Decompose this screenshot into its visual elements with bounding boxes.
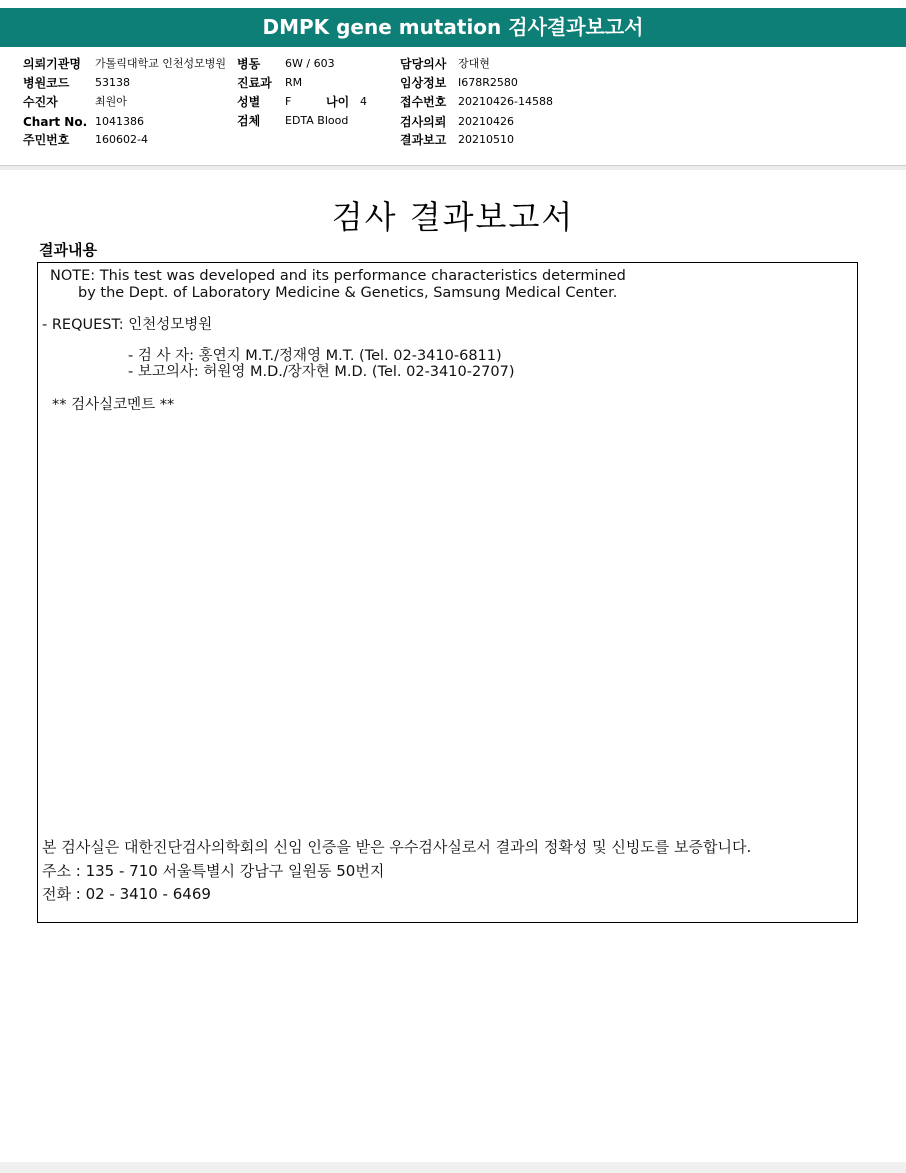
results-content-box <box>37 262 858 923</box>
age-label: 나이 <box>326 95 350 109</box>
reporter-line: - 보고의사: 허원영 M.D./장자현 M.D. (Tel. 02-3410-2707) <box>128 364 515 380</box>
results-section-label: 결과내용 <box>39 241 97 259</box>
specimen-value: EDTA Blood <box>285 114 349 127</box>
department-label: 진료과 <box>237 76 272 90</box>
clinical-info-label: 임상정보 <box>400 76 447 90</box>
sex-label: 성별 <box>237 95 261 109</box>
test-request-date-value: 20210426 <box>458 115 514 128</box>
patient-name-label: 수진자 <box>23 95 58 109</box>
report-title: 검사 결과보고서 <box>331 198 575 236</box>
result-report-date-value: 20210510 <box>458 133 514 146</box>
attending-physician-label: 담당의사 <box>400 57 447 71</box>
chart-no-value: 1041386 <box>95 115 144 128</box>
test-request-date-label: 검사의뢰 <box>400 115 447 129</box>
tester-line: - 검 사 자: 홍연지 M.T./정재영 M.T. (Tel. 02-3410-6811) <box>128 348 502 364</box>
receipt-number-label: 접수번호 <box>400 95 447 109</box>
requesting-institution-label: 의뢰기관명 <box>23 57 81 71</box>
lab-phone: 전화 : 02 - 3410 - 6469 <box>42 885 211 903</box>
certification-statement: 본 검사실은 대한진단검사의학회의 신임 인증을 받은 우수검사실로서 결과의 정확성 및 신빙도를 보증합니다. <box>42 838 752 856</box>
age-value: 4 <box>360 95 367 108</box>
resident-number-label: 주민번호 <box>23 133 70 147</box>
requesting-institution-value: 가톨릭대학교 인천성모병원 <box>95 57 227 70</box>
lab-comment-heading: ** 검사실코멘트 ** <box>52 397 175 413</box>
report-header-bar <box>0 8 906 47</box>
ward-value: 6W / 603 <box>285 57 335 70</box>
receipt-number-value: 20210426-14588 <box>458 95 553 108</box>
hospital-code-label: 병원코드 <box>23 76 70 90</box>
sex-value: F <box>285 95 292 108</box>
panel-divider <box>0 166 906 170</box>
note-line-1: NOTE: This test was developed and its performance characteristics determined <box>50 268 626 284</box>
clinical-info-value: I678R2580 <box>458 76 518 89</box>
department-value: RM <box>285 76 303 89</box>
request-line: - REQUEST: 인천성모병원 <box>42 317 213 333</box>
result-report-date-label: 결과보고 <box>400 133 447 147</box>
ward-label: 병동 <box>237 57 261 71</box>
page-bottom-strip <box>0 1162 906 1173</box>
patient-info-panel <box>0 47 906 166</box>
chart-no-label: Chart No. <box>23 115 88 129</box>
report-header-title: DMPK gene mutation 검사결과보고서 <box>262 15 644 39</box>
hospital-code-value: 53138 <box>95 76 130 89</box>
specimen-label: 검체 <box>237 114 261 128</box>
note-line-2: by the Dept. of Laboratory Medicine & Genetics, Samsung Medical Center. <box>78 285 618 301</box>
attending-physician-value: 장대현 <box>458 57 490 70</box>
patient-name-value: 최원아 <box>95 95 127 108</box>
lab-address: 주소 : 135 - 710 서울특별시 강남구 일원동 50번지 <box>42 862 385 880</box>
resident-number-value: 160602-4 <box>95 133 148 146</box>
